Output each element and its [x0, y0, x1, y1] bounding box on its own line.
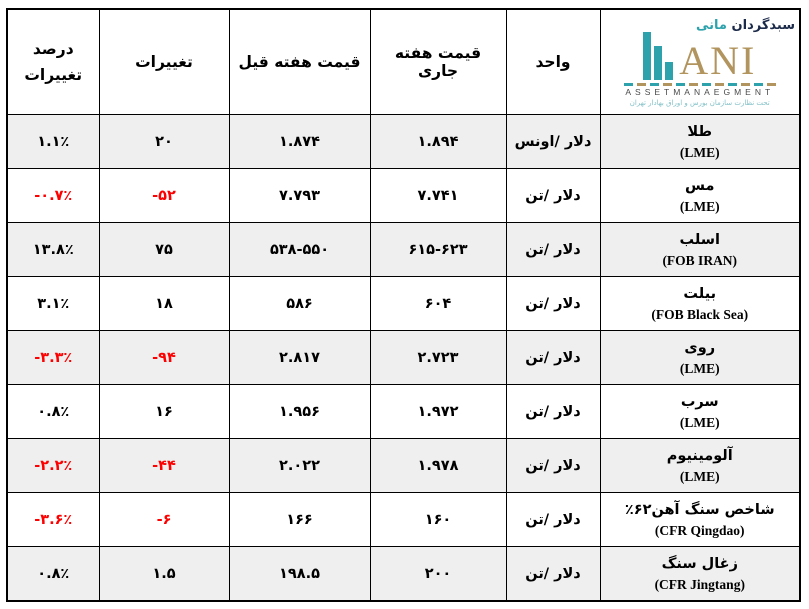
commodity-cell [600, 439, 800, 493]
table-row [7, 439, 800, 493]
table-row [7, 115, 800, 169]
percent-change-cell: -۳.۶٪ [7, 493, 99, 547]
current-week-price-cell: ۱.۹۷۲ [370, 385, 506, 439]
percent-change-cell: -۰.۷٪ [7, 169, 99, 223]
percent-change-cell: ۳.۱٪ [7, 277, 99, 331]
table-row [7, 169, 800, 223]
commodity-name-farsi: اسلب [679, 231, 720, 248]
commodity-name-farsi: بیلت [683, 285, 717, 302]
table-row [7, 223, 800, 277]
commodity-cell [600, 547, 800, 602]
current-week-price-cell: ۶۱۵-۶۲۳ [370, 223, 506, 277]
previous-week-price-cell: ۱۹۸.۵ [229, 547, 370, 602]
bar-chart-icon [643, 32, 673, 80]
commodity-market-latin: (LME) [679, 198, 720, 214]
unit-cell: دلار /تن [506, 547, 600, 602]
header-unit: واحد [506, 9, 600, 115]
previous-week-price-cell: ۱.۹۵۶ [229, 385, 370, 439]
unit-cell: دلار /تن [506, 277, 600, 331]
commodity-name-farsi: شاخص سنگ آهن۶۲٪ [624, 501, 775, 518]
current-week-price-cell: ۱.۸۹۴ [370, 115, 506, 169]
previous-week-price-cell: ۲.۰۲۲ [229, 439, 370, 493]
change-cell: -۵۲ [99, 169, 229, 223]
header-percent-change: درصد تغییرات [7, 9, 99, 115]
change-cell: ۱۶ [99, 385, 229, 439]
percent-change-cell: ۱.۱٪ [7, 115, 99, 169]
commodity-name-farsi: مس [685, 177, 715, 194]
commodity-cell [600, 331, 800, 385]
unit-cell: دلار /تن [506, 223, 600, 277]
commodity-cell [600, 385, 800, 439]
percent-change-cell: -۲.۲٪ [7, 439, 99, 493]
current-week-price-cell: ۲۰۰ [370, 547, 506, 602]
change-cell: -۴۴ [99, 439, 229, 493]
commodity-market-latin: (CFR Jingtang) [654, 576, 745, 592]
previous-week-price-cell: ۱۶۶ [229, 493, 370, 547]
change-cell: -۹۴ [99, 331, 229, 385]
table-row [7, 277, 800, 331]
unit-cell: دلار /تن [506, 493, 600, 547]
previous-week-price-cell: ۱.۸۷۴ [229, 115, 370, 169]
current-week-price-cell: ۶۰۴ [370, 277, 506, 331]
unit-cell: دلار /اونس [506, 115, 600, 169]
current-week-price-cell: ۷.۷۴۱ [370, 169, 506, 223]
current-week-price-cell: ۲.۷۲۳ [370, 331, 506, 385]
commodity-name-farsi: زغال سنگ [661, 555, 738, 572]
logo-subtitle: ASSETMANAEGMENT [625, 86, 775, 97]
change-cell: ۱.۵ [99, 547, 229, 602]
commodity-market-latin: (FOB Black Sea) [651, 306, 749, 322]
header-previous-week-price: قیمت هفته قیل [229, 9, 370, 115]
company-logo [605, 17, 796, 108]
unit-cell: دلار /تن [506, 331, 600, 385]
percent-change-cell: ۰.۸٪ [7, 547, 99, 602]
table-row [7, 547, 800, 602]
commodity-cell [600, 115, 800, 169]
commodity-name-farsi: روی [684, 339, 716, 356]
change-cell: ۱۸ [99, 277, 229, 331]
percent-change-cell: ۱۳.۸٪ [7, 223, 99, 277]
logo-divider [624, 83, 776, 86]
header-row [7, 9, 800, 115]
header-change: تغییرات [99, 9, 229, 115]
table-row [7, 385, 800, 439]
commodity-cell [600, 169, 800, 223]
commodity-market-latin: (LME) [679, 468, 720, 484]
table-body [7, 115, 800, 602]
logo-tagline: تحت نظارت سازمان بورس و اوراق بهادار تهران [629, 98, 770, 107]
commodity-market-latin: (CFR Qingdao) [654, 522, 745, 538]
commodity-market-latin: (FOB IRAN) [662, 252, 738, 268]
commodity-market-latin: (LME) [679, 360, 720, 376]
commodity-market-latin: (LME) [679, 144, 720, 160]
percent-change-cell: -۳.۳٪ [7, 331, 99, 385]
percent-change-cell: ۰.۸٪ [7, 385, 99, 439]
brand-teal-text: مانی [696, 17, 727, 33]
commodity-price-table [6, 8, 801, 602]
previous-week-price-cell: ۵۸۶ [229, 277, 370, 331]
commodity-cell [600, 277, 800, 331]
table-row [7, 331, 800, 385]
brand-name-latin: ANI [679, 37, 757, 83]
unit-cell: دلار /تن [506, 439, 600, 493]
change-cell: ۷۵ [99, 223, 229, 277]
commodity-cell [600, 223, 800, 277]
unit-cell: دلار /تن [506, 169, 600, 223]
previous-week-price-cell: ۵۳۸-۵۵۰ [229, 223, 370, 277]
commodity-name-farsi: سرب [680, 393, 719, 410]
commodity-market-latin: (LME) [679, 414, 720, 430]
commodity-name-farsi: طلا [687, 123, 713, 140]
header-current-week-price: قیمت هفته جاری [370, 9, 506, 115]
commodity-cell [600, 493, 800, 547]
previous-week-price-cell: ۲.۸۱۷ [229, 331, 370, 385]
table-row [7, 493, 800, 547]
commodity-name-farsi: آلومینیوم [666, 447, 733, 464]
current-week-price-cell: ۱.۹۷۸ [370, 439, 506, 493]
logo-cell [600, 9, 800, 115]
previous-week-price-cell: ۷.۷۹۳ [229, 169, 370, 223]
brand-name-farsi [696, 19, 795, 33]
change-cell: -۶ [99, 493, 229, 547]
brand-dark-text: سبدگردان [731, 17, 795, 33]
change-cell: ۲۰ [99, 115, 229, 169]
unit-cell: دلار /تن [506, 385, 600, 439]
current-week-price-cell: ۱۶۰ [370, 493, 506, 547]
